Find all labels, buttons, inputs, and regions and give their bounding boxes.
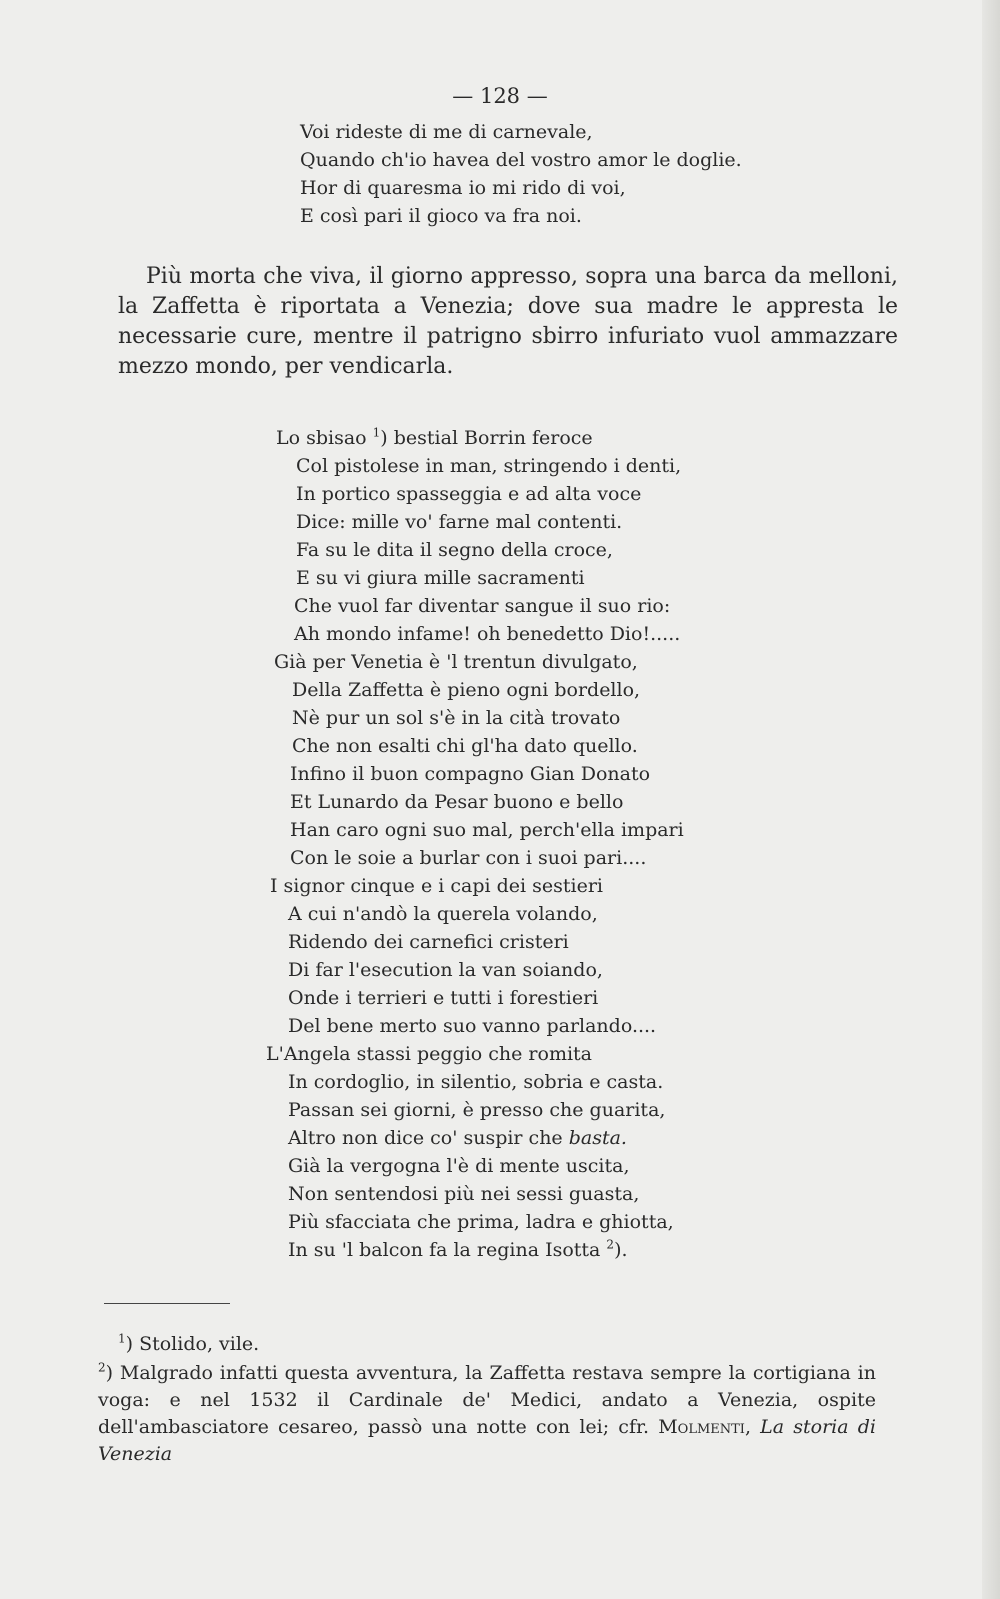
page-edge [982, 0, 1000, 1599]
poem-line: Con le soie a burlar con i suoi pari.... [290, 847, 647, 869]
poem-line: Più sfacciata che prima, ladra e ghiotta, [288, 1211, 674, 1233]
footnote-mark: 2 [98, 1360, 106, 1375]
italic-word: basta. [568, 1127, 627, 1149]
poem-line: Han caro ogni suo mal, perch'ella impari [290, 819, 684, 841]
poem-line [288, 1236, 628, 1264]
footnote-1 [118, 1331, 259, 1358]
poem-line: I signor cinque e i capi dei sestieri [270, 875, 604, 897]
poem-line: Già la vergogna l'è di mente uscita, [288, 1155, 630, 1177]
footnote-text: ) Malgrado infatti questa avventura, la Zaffetta restava sempre la cortigiana in voga: e nel 1532 il Cardinale de' Medici, andato a Venezia, ospite dell'ambasciatore cesareo, passò una notte con lei; cfr. [98, 1362, 876, 1438]
poem-line [288, 1124, 627, 1152]
cited-title: La storia di Venezia [98, 1416, 876, 1465]
footnote-mark: 1 [118, 1331, 126, 1346]
footnote-2 [98, 1360, 876, 1468]
poem-line: Del bene merto suo vanno parlando.... [288, 1015, 657, 1037]
poem-line: A cui n'andò la querela volando, [288, 903, 598, 925]
poem-line: Quando ch'io havea del vostro amor le doglie. [300, 149, 742, 171]
paragraph-text: Più morta che viva, il giorno appresso, sopra una barca da melloni, la Zaffetta è riportata a Venezia; dove sua madre le appresta le necessarie cure, mentre il patrigno sbirro infuriato vuol ammazzare mezzo mondo, per vendicarla. [118, 264, 898, 379]
poem-line: Voi rideste di me di carnevale, [300, 121, 593, 143]
page-number: — 128 — [452, 84, 548, 108]
poem-line: Che vuol far diventar sangue il suo rio: [294, 595, 671, 617]
poem-line: Ah mondo infame! oh benedetto Dio!..... [294, 623, 681, 645]
poem-line: In portico spasseggia e ad alta voce [296, 483, 642, 505]
poem-line: E su vi giura mille sacramenti [296, 567, 585, 589]
citation-separator: , [744, 1416, 761, 1438]
poem-line: Di far l'esecution la van soiando, [288, 959, 603, 981]
poem-line: Nè pur un sol s'è in la cità trovato [292, 707, 621, 729]
poem-line: Et Lunardo da Pesar buono e bello [290, 791, 624, 813]
poem-line: Hor di quaresma io mi rido di voi, [300, 177, 626, 199]
poem-line: Col pistolese in man, stringendo i denti, [296, 455, 682, 477]
poem-line: Già per Venetia è 'l trentun divulgato, [274, 651, 638, 673]
cited-author: Molmenti [658, 1416, 745, 1438]
footnote-ref: 1 [372, 425, 381, 440]
poem-line-text: Lo sbisao [276, 427, 367, 449]
poem-line-text: ). [614, 1239, 628, 1261]
poem-line: E così pari il gioco va fra noi. [300, 205, 582, 227]
body-paragraph [118, 262, 898, 382]
poem-line: Della Zaffetta è pieno ogni bordello, [292, 679, 641, 701]
poem-line: Dice: mille vo' farne mal contenti. [296, 511, 623, 533]
poem-line-text: In su 'l balcon fa la regina Isotta [288, 1239, 607, 1261]
footnote-divider [104, 1303, 230, 1304]
footnote-text: ) Stolido, vile. [125, 1333, 260, 1355]
poem-line: Fa su le dita il segno della croce, [296, 539, 613, 561]
poem-line [276, 424, 593, 452]
poem-line: Passan sei giorni, è presso che guarita, [288, 1099, 666, 1121]
poem-line: Non sentendosi più nei sessi guasta, [288, 1183, 640, 1205]
poem-line: Infino il buon compagno Gian Donato [290, 763, 651, 785]
poem-line: L'Angela stassi peggio che romita [266, 1043, 593, 1065]
poem-line: Onde i terrieri e tutti i forestieri [288, 987, 599, 1009]
poem-line: In cordoglio, in silentio, sobria e casta. [288, 1071, 664, 1093]
poem-line: Che non esalti chi gl'ha dato quello. [292, 735, 638, 757]
poem-line: Ridendo dei carnefici cristeri [288, 931, 569, 953]
poem-line-text: ) bestial Borrin feroce [380, 427, 593, 449]
poem-line-text: Altro non dice co' suspir che [288, 1127, 569, 1149]
footnote-ref: 2 [606, 1237, 615, 1252]
